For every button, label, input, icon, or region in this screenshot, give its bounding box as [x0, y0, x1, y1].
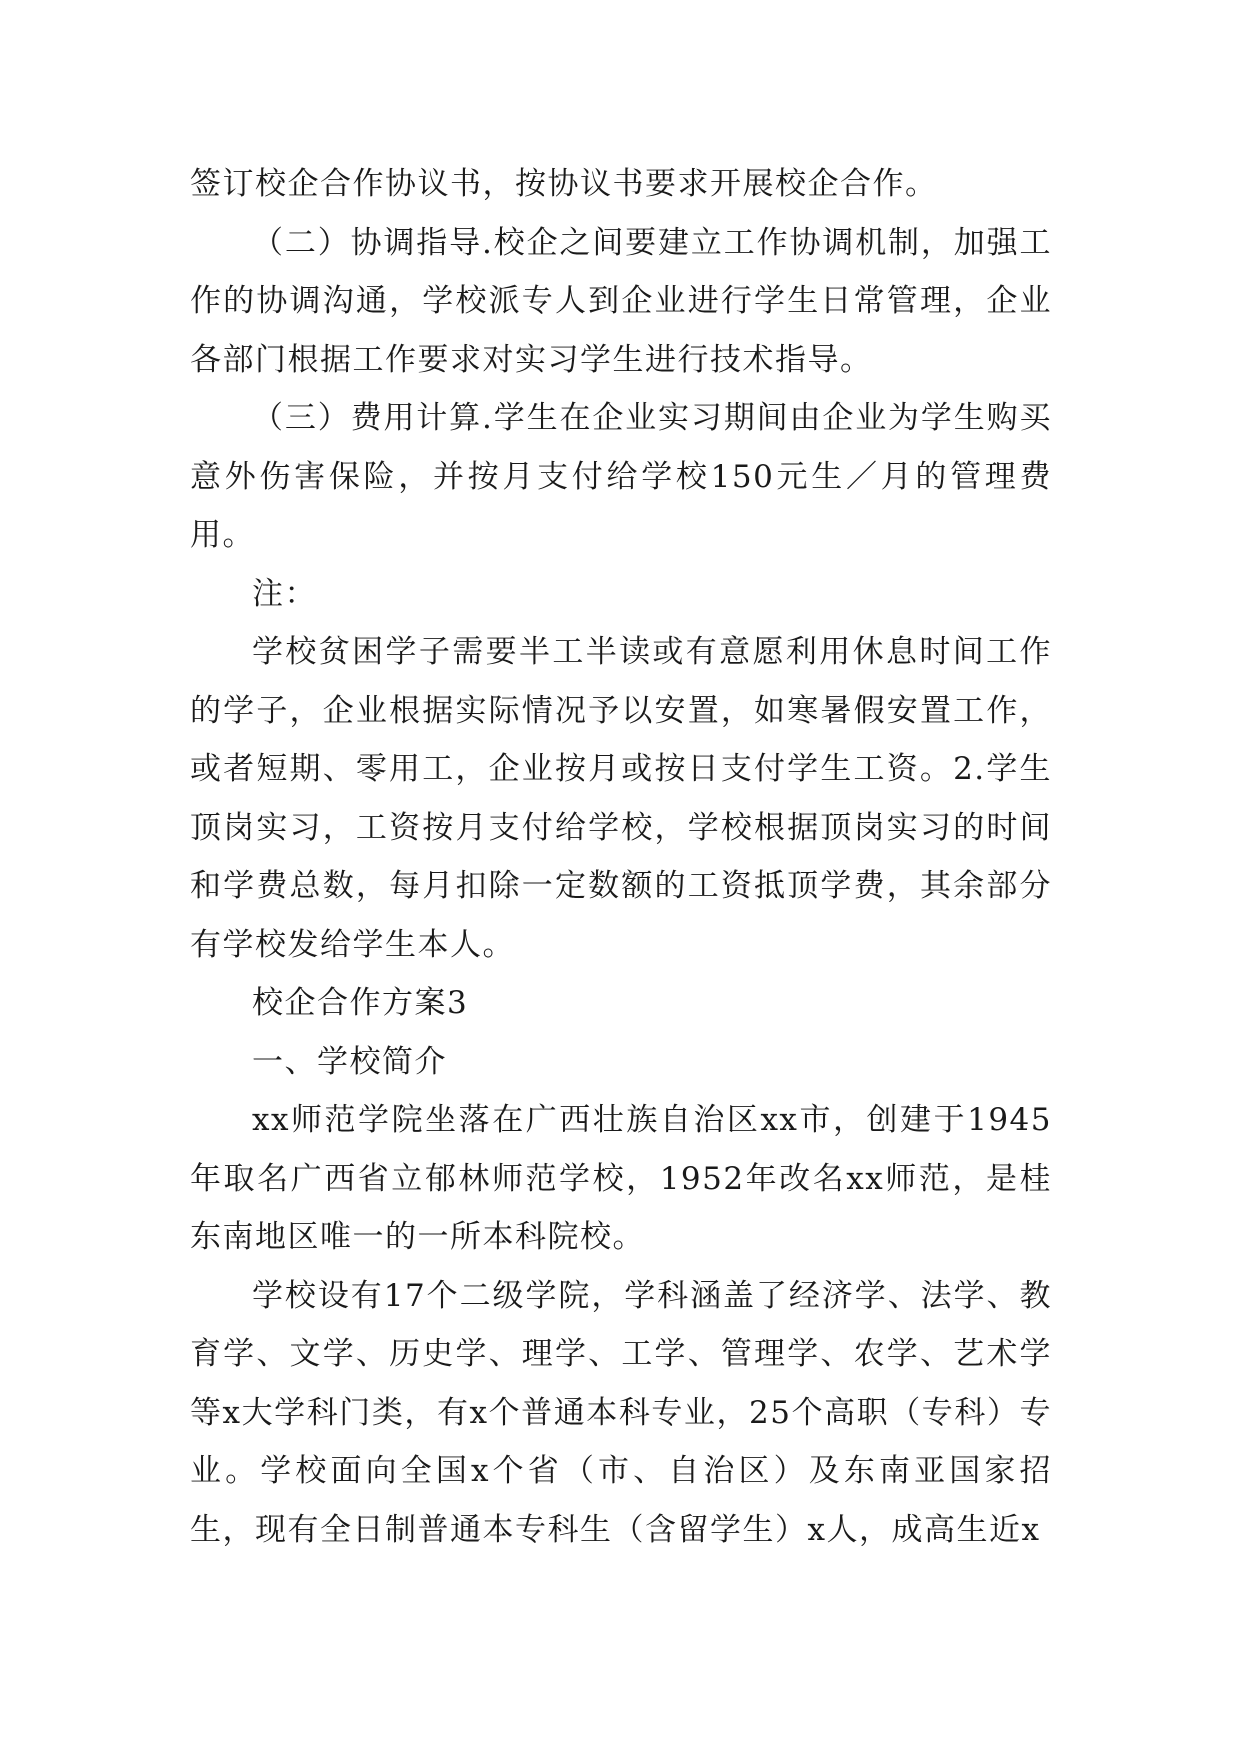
paragraph-note-content: 学校贫困学子需要半工半读或有意愿利用休息时间工作的学子，企业根据实际情况予以安置，如寒暑假安置工作，或者短期、零用工，企业按月或按日支付学生工资。2.学生顶岗实习，工资按月支付给学校，学校根据顶岗实习的时间和学费总数，每月扣除一定数额的工资抵顶学费，其余部分有学校发给学生本人。 — [190, 634, 1052, 963]
paragraph-fee-calculation: （三）费用计算.学生在企业实习期间由企业为学生购买意外伤害保险，并按月支付给学校150元生／月的管理费用。 — [190, 400, 1052, 553]
document-body — [190, 155, 1052, 1559]
section-heading-school-intro: 一、学校简介 — [252, 1043, 447, 1080]
paragraph-coordination-guidance: （二）协调指导.校企之间要建立工作协调机制，加强工作的协调沟通，学校派专人到企业进行学生日常管理，企业各部门根据工作要求对实习学生进行技术指导。 — [190, 224, 1052, 378]
paragraph-school-disciplines: 学校设有17个二级学院，学科涵盖了经济学、法学、教育学、文学、历史学、理学、工学、管理学、农学、艺术学等x大学科门类，有x个普通本科专业，25个高职（专科）专业。学校面向全国x个省（市、自治区）及东南亚国家招生，现有全日制普通本专科生（含留学生）x人，成高生近x — [190, 1277, 1052, 1548]
section-title-plan-3: 校企合作方案3 — [252, 985, 469, 1021]
paragraph-agreement-continuation: 签订校企合作协议书，按协议书要求开展校企合作。 — [190, 166, 938, 202]
paragraph-note-heading: 注： — [252, 575, 317, 612]
paragraph-school-history: xx师范学院坐落在广西壮族自治区xx市，创建于1945年取名广西省立郁林师范学校，1952年改名xx师范，是桂东南地区唯一的一所本科院校。 — [190, 1102, 1052, 1255]
